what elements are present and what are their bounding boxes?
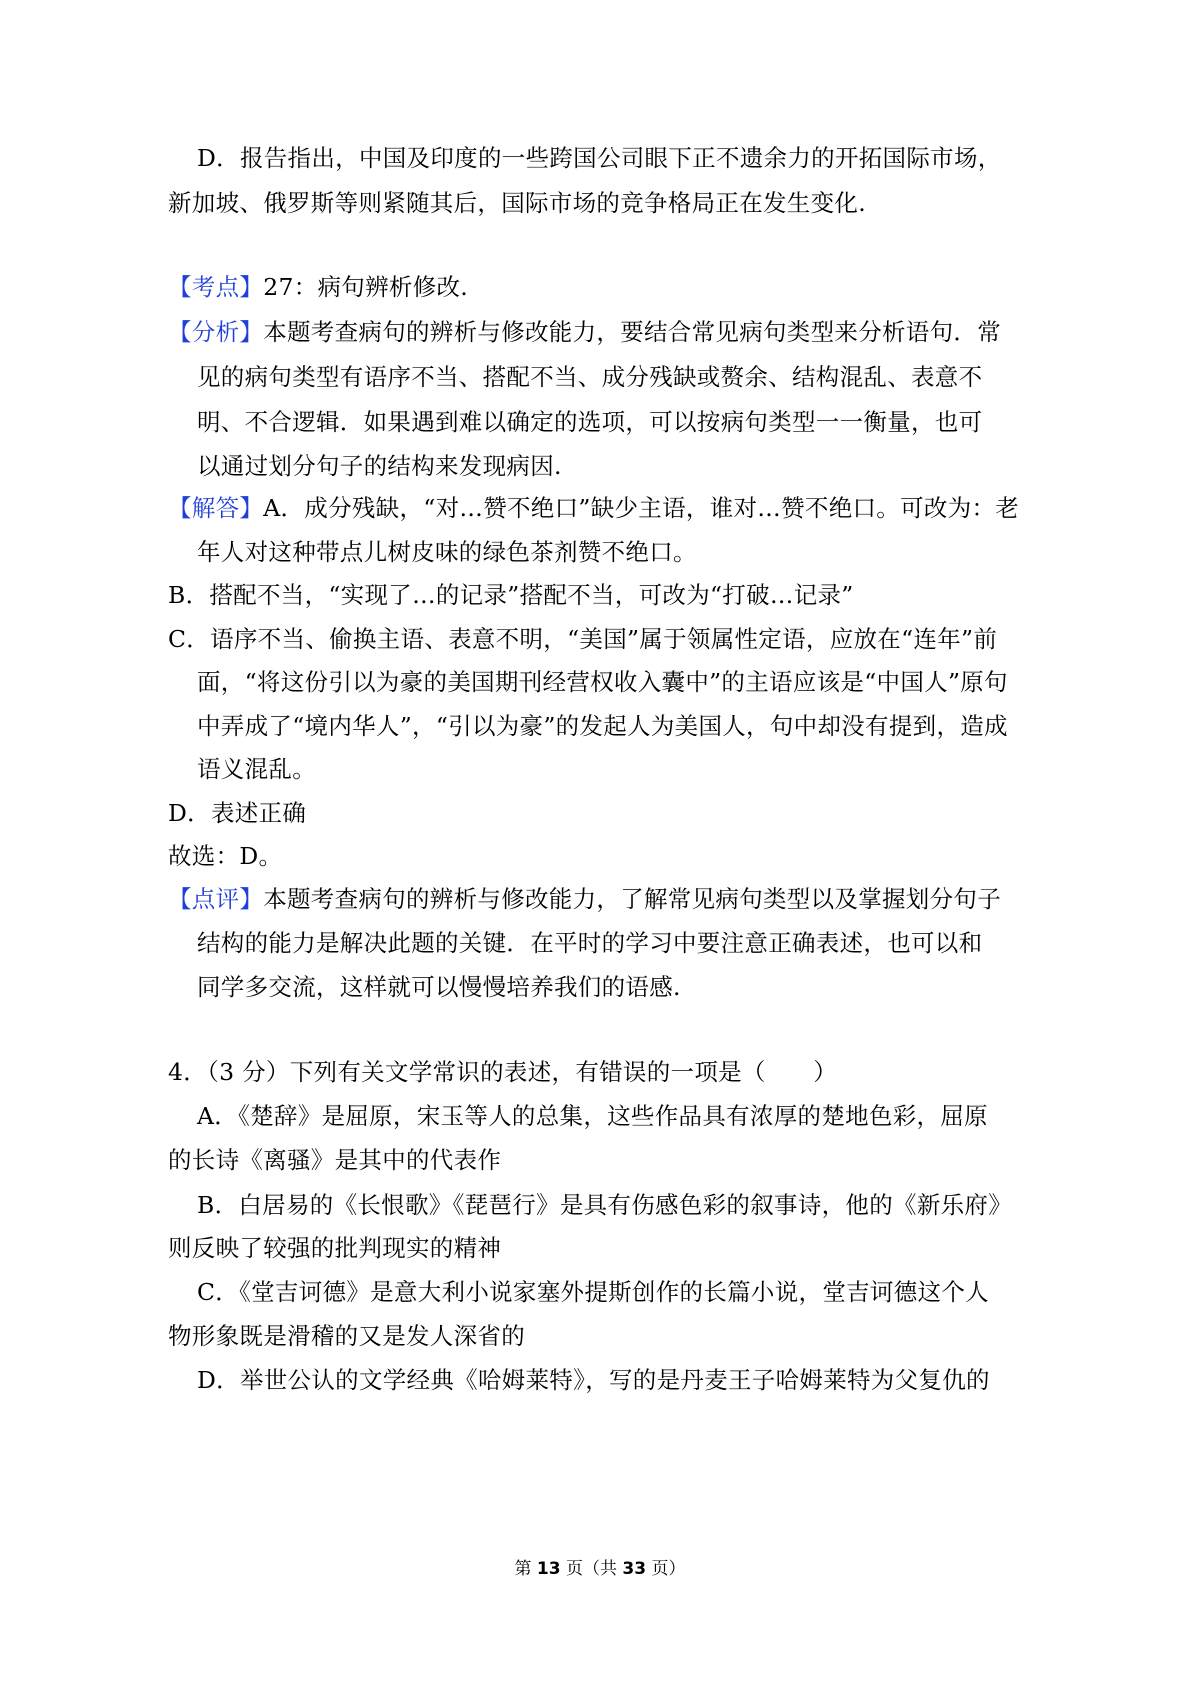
jieda-line-2: 年人对这种带点儿树皮味的绿色茶剂赞不绝口。 [197, 538, 697, 566]
jieda-option-b: B．搭配不当，“实现了…的记录”搭配不当，可改为“打破…记录” [168, 581, 854, 609]
fenxi-line-1 [168, 316, 1001, 348]
kaodian-text: 27：病句辨析修改. [263, 273, 469, 301]
fenxi-line-2: 见的病句类型有语序不当、搭配不当、成分残缺或赘余、结构混乱、表意不 [197, 363, 983, 391]
kaodian-tag: 【考点】 [168, 273, 264, 301]
jieda-option-c-3: 中弄成了“境内华人”，“引以为豪”的发起人为美国人，句中却没有提到，造成 [197, 712, 1008, 740]
question-4-stem: 4．（3 分）下列有关文学常识的表述，有错误的一项是（ ） [168, 1058, 838, 1086]
fenxi-line-4: 以通过划分句子的结构来发现病因. [197, 452, 562, 480]
dianping-text-1: 本题考查病句的辨析与修改能力，了解常见病句类型以及掌握划分句子 [263, 885, 1002, 913]
jieda-option-d: D．表述正确 [168, 799, 307, 827]
footer-suffix: 页） [651, 1559, 686, 1579]
fenxi-tag: 【分析】 [168, 318, 264, 346]
option-d-line-2: 新加坡、俄罗斯等则紧随其后，国际市场的竞争格局正在发生变化. [168, 189, 866, 217]
fenxi-text-1: 本题考查病句的辨析与修改能力，要结合常见病句类型来分析语句．常 [263, 318, 1002, 346]
kaodian-section [168, 271, 468, 303]
question-4-option-d-1: D．举世公认的文学经典《哈姆莱特》，写的是丹麦王子哈姆莱特为父复仇的 [197, 1366, 990, 1394]
footer-page-number: 13 [536, 1559, 561, 1579]
question-4-option-a-1: A．《楚辞》是屈原，宋玉等人的总集，这些作品具有浓厚的楚地色彩，屈原 [197, 1102, 988, 1130]
page-footer [0, 1557, 1200, 1581]
question-4-option-c-2: 物形象既是滑稽的又是发人深省的 [168, 1322, 525, 1350]
dianping-tag: 【点评】 [168, 885, 264, 913]
question-4-option-c-1: C．《堂吉诃德》是意大利小说家塞外提斯创作的长篇小说，堂吉诃德这个人 [197, 1278, 989, 1306]
jieda-option-c-2: 面，“将这份引以为豪的美国期刊经营权收入囊中”的主语应该是“中国人”原句 [197, 668, 1008, 696]
jieda-answer: 故选：D。 [168, 842, 283, 870]
jieda-text-1: A．成分残缺，“对…赞不绝口”缺少主语，谁对…赞不绝口。可改为：老 [263, 494, 1020, 522]
footer-prefix: 第 [514, 1559, 532, 1579]
dianping-line-2: 结构的能力是解决此题的关键．在平时的学习中要注意正确表述，也可以和 [197, 929, 983, 957]
jieda-line-1 [168, 492, 1019, 524]
dianping-line-3: 同学多交流，这样就可以慢慢培养我们的语感. [197, 973, 681, 1001]
jieda-option-c-1: C．语序不当、偷换主语、表意不明，“美国”属于领属性定语，应放在“连年”前 [168, 625, 998, 653]
question-4-option-b-2: 则反映了较强的批判现实的精神 [168, 1234, 502, 1262]
footer-middle: 页（共 [566, 1559, 617, 1579]
jieda-tag: 【解答】 [168, 494, 264, 522]
question-4-option-a-2: 的长诗《离骚》是其中的代表作 [168, 1146, 502, 1174]
question-4-option-b-1: B．白居易的《长恨歌》《琵琶行》是具有伤感色彩的叙事诗，他的《新乐府》 [197, 1191, 1013, 1219]
dianping-line-1 [168, 883, 1001, 915]
jieda-option-c-4: 语义混乱。 [197, 755, 316, 783]
fenxi-line-3: 明、不合逻辑．如果遇到难以确定的选项，可以按病句类型一一衡量，也可 [197, 408, 983, 436]
option-d-line-1: D．报告指出，中国及印度的一些跨国公司眼下正不遗余力的开拓国际市场， [197, 144, 1002, 172]
footer-total-pages: 33 [622, 1559, 647, 1579]
